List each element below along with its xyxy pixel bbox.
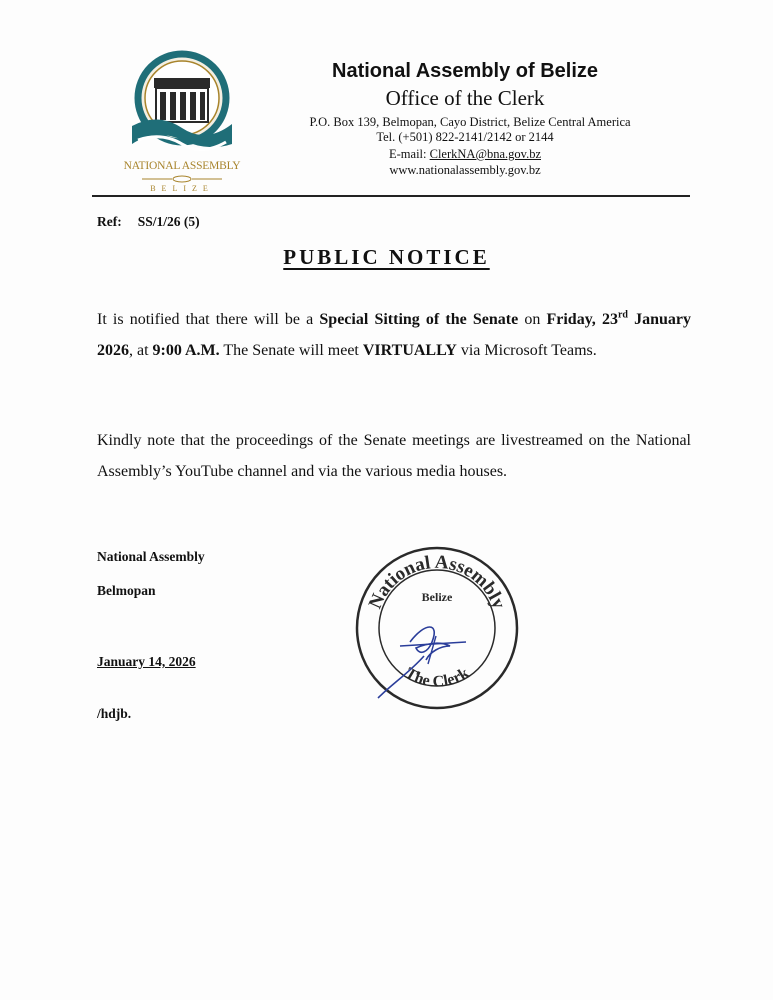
postal-address: P.O. Box 139, Belmopan, Cayo District, Belize Central America — [309, 115, 631, 129]
seal-top-text: National Assembly — [364, 551, 510, 612]
email-label: E-mail: — [389, 147, 430, 161]
paragraph-livestream: Kindly note that the proceedings of the Senate meetings are livestreamed on the National Assembly’s YouTube channel and via the various media houses. — [97, 432, 691, 480]
flourish-icon — [142, 175, 222, 183]
notice-date: January 14, 2026 — [97, 654, 196, 669]
telephone: Tel. (+501) 822-2141/2142 or 2144 — [376, 130, 554, 144]
meeting-mode: VIRTUALLY — [362, 342, 457, 359]
sitting-date: January 2026 — [97, 311, 691, 359]
seal-center-text: Belize — [421, 590, 453, 604]
sitting-day: Friday, 23 — [546, 311, 618, 328]
typist-initials: /hdjb. — [97, 706, 132, 721]
sitting-time: 9:00 A.M. — [152, 342, 220, 359]
national-assembly-logo — [118, 48, 246, 200]
reference-label: Ref: — [97, 214, 122, 229]
reference-line — [97, 214, 200, 230]
logo-country: BELIZE — [150, 184, 214, 193]
logo-wordmark: NATIONAL ASSEMBLY — [123, 160, 241, 172]
email-line — [280, 146, 650, 162]
header-divider — [92, 195, 690, 197]
closing-organization: National Assembly — [97, 549, 205, 564]
sitting-type: Special Sitting of the Senate — [319, 311, 519, 328]
notice-title: PUBLIC NOTICE — [283, 245, 490, 269]
assembly-emblem-icon — [118, 48, 246, 160]
closing-city: Belmopan — [97, 583, 156, 598]
clerk-signature — [370, 612, 480, 702]
office-name: Office of the Clerk — [385, 86, 545, 110]
email-link[interactable]: ClerkNA@bna.gov.bz — [429, 147, 541, 161]
paragraph-sitting-details: It is notified that there will be a Special Sitting of the Senate on Friday, 23rd January 2026, at 9:00 A.M. The Senate will meet VIRTUALLY via Microsoft Teams. — [97, 309, 691, 359]
seal-bottom-text: The Clerk — [402, 664, 472, 691]
website-link[interactable]: www.nationalassembly.gov.bz — [389, 163, 541, 177]
reference-number: SS/1/26 (5) — [137, 214, 200, 229]
organization-name: National Assembly of Belize — [332, 60, 598, 82]
